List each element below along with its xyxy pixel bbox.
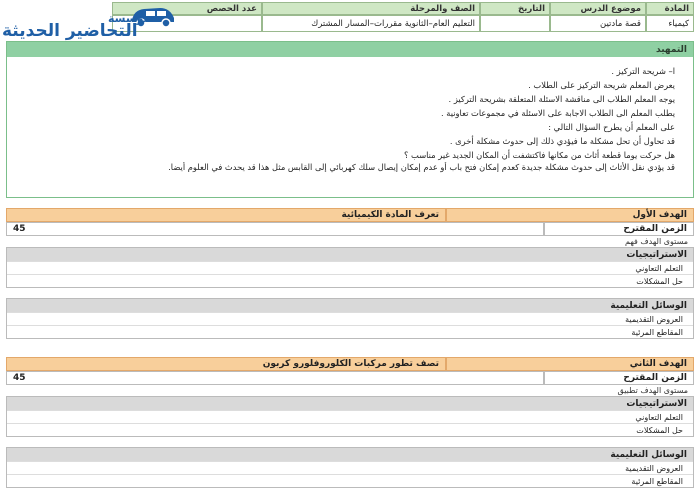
objective-header xyxy=(6,208,694,222)
media-item: العروض التقديمية xyxy=(7,312,693,325)
objective-time-row xyxy=(6,222,694,236)
header-subject-value: كيمياء xyxy=(646,15,694,32)
time-label: الزمن المقترح xyxy=(544,222,694,236)
strategy-item: حل المشكلات xyxy=(7,274,693,287)
objective-level: مستوى الهدف تطبيق xyxy=(617,386,688,395)
strategies-title: الاستراتيجيات xyxy=(7,248,693,261)
intro-line: يوجه المعلم الطلاب الى مناقشة الاسئلة المتعلقة بشريحة التركيز . xyxy=(448,94,675,104)
intro-line: يعرض المعلم شريحة التركيز على الطلاب . xyxy=(528,80,675,90)
intro-line: ا– شريحة التركيز . xyxy=(611,66,675,76)
logo-title: التحاضير الحديثة xyxy=(2,21,138,41)
media-title: الوسائل التعليمية xyxy=(7,299,693,312)
intro-line: على المعلم أن يطرح السؤال التالي : xyxy=(548,122,675,132)
intro-section xyxy=(6,41,694,198)
header-count-label: عدد الحصص xyxy=(112,2,262,15)
header-date-value xyxy=(480,15,550,32)
media-block xyxy=(6,298,694,339)
time-value: 45 xyxy=(6,371,544,385)
objective-label: الهدف الثاني xyxy=(446,357,694,371)
objective-label: الهدف الأول xyxy=(446,208,694,222)
header-values-row xyxy=(112,15,694,32)
objective-block xyxy=(6,357,694,488)
header-grade-label: الصف والمرحلة xyxy=(262,2,480,15)
media-title: الوسائل التعليمية xyxy=(7,448,693,461)
header-labels-row xyxy=(112,2,694,15)
header-grade-value: التعليم العام–الثانوية مقررات–المسار المشترك xyxy=(262,15,480,32)
intro-line: هل حركت يوما قطعة أثاث من مكانها فاكتشفت أن المكان الجديد غير مناسب ؟ xyxy=(404,150,675,160)
institution-logo xyxy=(0,0,188,46)
strategies-block xyxy=(6,247,694,288)
header-date-label: التاريخ xyxy=(480,2,550,15)
objective-block xyxy=(6,208,694,339)
time-label: الزمن المقترح xyxy=(544,371,694,385)
objective-text: تعرف المادة الكيميائية xyxy=(6,208,446,222)
intro-line: قد يؤدي نقل الأثاث إلى حدوث مشكلة جديدة كعدم إمكان فتح باب أو عدم إمكان إيصال سلك كهربائي إلى القابس مثل هذا قد يحدث في العلوم أيضا. xyxy=(168,162,675,172)
strategy-item: التعلم التعاوني xyxy=(7,410,693,423)
lesson-header-table xyxy=(112,2,694,34)
header-subject-label: المادة xyxy=(646,2,694,15)
media-item: المقاطع المرئية xyxy=(7,325,693,338)
strategies-block xyxy=(6,396,694,437)
media-item: المقاطع المرئية xyxy=(7,474,693,487)
objective-time-row xyxy=(6,371,694,385)
logo-subtitle: مؤسسة xyxy=(108,12,151,25)
strategy-item: التعلم التعاوني xyxy=(7,261,693,274)
intro-line: يطلب المعلم الى الطلاب الاجابة على الاسئلة في مجموعات تعاونية . xyxy=(441,108,675,118)
media-item: العروض التقديمية xyxy=(7,461,693,474)
time-value: 45 xyxy=(6,222,544,236)
strategy-item: حل المشكلات xyxy=(7,423,693,436)
intro-body xyxy=(7,57,693,186)
header-topic-value: قصة مادتين xyxy=(550,15,646,32)
objective-header xyxy=(6,357,694,371)
media-block xyxy=(6,447,694,488)
intro-line: قد تحاول أن تحل مشكلة ما فيؤدي ذلك إلى حدوث مشكلة أخرى . xyxy=(449,136,675,146)
objective-text: تصف تطور مركبات الكلوروفلورو كربون xyxy=(6,357,446,371)
header-topic-label: موضوع الدرس xyxy=(550,2,646,15)
intro-title: التمهيد xyxy=(7,42,693,57)
objective-level: مستوى الهدف فهم xyxy=(625,237,688,246)
strategies-title: الاستراتيجيات xyxy=(7,397,693,410)
